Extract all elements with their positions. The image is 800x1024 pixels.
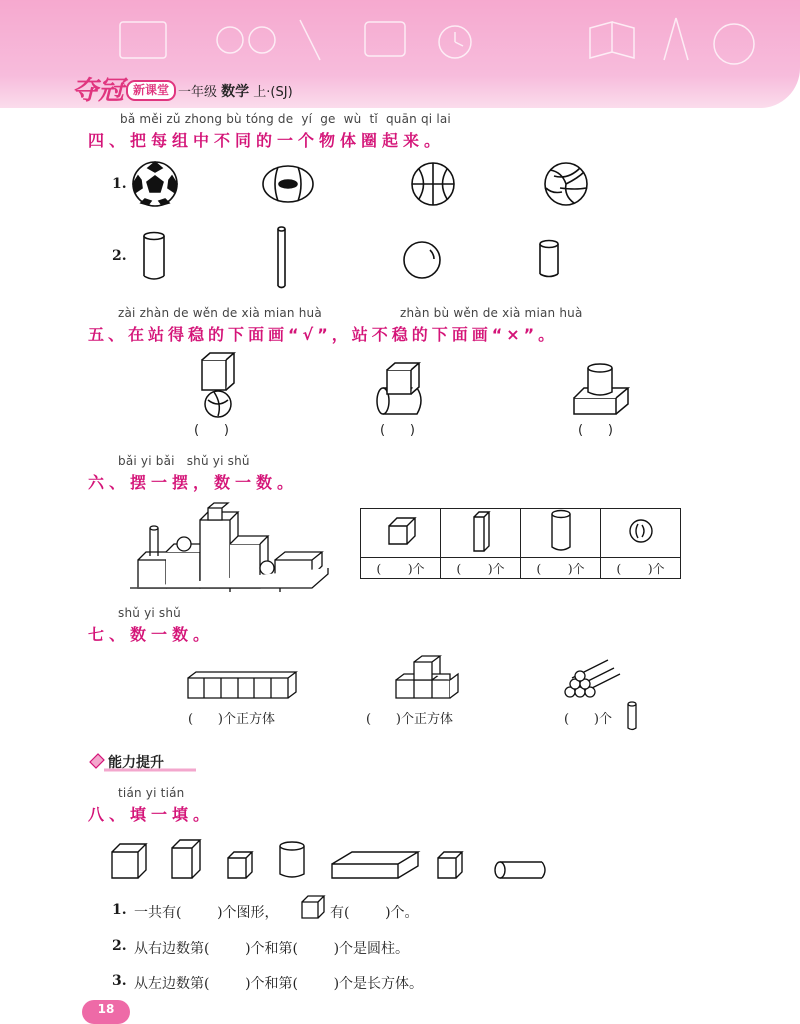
section5-title: 五、在站得稳的下面画“√”，站不稳的下面画“×”。 xyxy=(88,325,559,344)
section5-pinyin-b: zhàn bù wěn de xià mian huà xyxy=(400,306,583,320)
basketball-icon xyxy=(412,163,454,205)
caption-cube-pyramid[interactable]: ( )个正方体 xyxy=(366,712,453,727)
short-cylinder-icon xyxy=(540,241,558,277)
count-cell-cube xyxy=(361,509,441,558)
section7-title: 七、数一数。 xyxy=(88,625,215,644)
cylinder-icon xyxy=(280,842,304,877)
cube-icon xyxy=(385,516,417,546)
log-pile-icon xyxy=(565,660,620,697)
answer-blank-2[interactable]: ( ) xyxy=(380,423,415,438)
compass-icon xyxy=(664,18,688,60)
tall-cuboid-icon xyxy=(172,840,200,878)
small-cube-icon-2 xyxy=(438,852,462,878)
caption-cube-row[interactable]: ( )个正方体 xyxy=(188,712,275,727)
cube-on-ball-icon xyxy=(202,353,234,417)
count-blank-cube[interactable]: ( )个 xyxy=(361,558,441,579)
page-number: 18 xyxy=(82,1000,130,1024)
thin-cylinder-icon xyxy=(278,227,285,288)
count-cell-cylinder xyxy=(521,509,601,558)
pencil-icon xyxy=(300,20,320,60)
answer-blank-1[interactable]: ( ) xyxy=(194,423,229,438)
section8-pinyin: tián yi tián xyxy=(118,786,185,800)
cube-on-cylinder-icon xyxy=(377,363,421,414)
q1-text-b[interactable]: 有( )个。 xyxy=(330,905,419,921)
rugby-ball-icon xyxy=(263,166,313,202)
q2-text[interactable]: 从右边数第( )个和第( )个是圆柱。 xyxy=(134,941,410,957)
count-cell-sphere xyxy=(601,509,681,558)
volleyball-icon xyxy=(545,163,587,205)
section6-title: 六、摆一摆，数一数。 xyxy=(88,473,299,492)
cylinder-icon xyxy=(550,509,572,553)
lying-cylinder-icon xyxy=(495,862,545,878)
section5-figures xyxy=(180,350,640,424)
sphere-icon xyxy=(404,242,440,278)
q1-text-a[interactable]: 一共有( )个图形， xyxy=(134,905,279,921)
q3-text[interactable]: 从左边数第( )个和第( )个是长方体。 xyxy=(134,976,424,992)
bag-icon xyxy=(365,22,405,56)
row1-number: 1. xyxy=(112,176,127,192)
cube-inline-icon xyxy=(300,894,326,920)
grade-label: 一年级 数学 上·(SJ) xyxy=(178,84,293,100)
cube-icon xyxy=(112,844,146,878)
small-cube-icon xyxy=(228,852,252,878)
block-structure xyxy=(130,500,335,600)
open-book-icon xyxy=(590,22,634,58)
q2-number: 2. xyxy=(112,938,127,954)
soccer-ball-icon xyxy=(133,162,177,206)
section5-pinyin-a: zài zhàn de wěn de xià mian huà xyxy=(118,306,322,320)
cube-row-icon xyxy=(188,672,296,698)
cylinder-icon xyxy=(144,233,164,280)
globe-icon xyxy=(714,24,754,64)
cylinder-small-icon xyxy=(626,700,638,732)
pencil-icon xyxy=(88,752,198,772)
count-cell-cuboid xyxy=(441,509,521,558)
ability-label: 能力提升 xyxy=(108,755,164,771)
count-blank-cylinder[interactable]: ( )个 xyxy=(521,558,601,579)
count-blank-sphere[interactable]: ( )个 xyxy=(601,558,681,579)
cylinder-on-box-icon xyxy=(574,364,628,414)
ability-banner xyxy=(88,752,164,772)
section4-title: 四、把每组中不同的一个物体圈起来。 xyxy=(88,131,446,150)
section6-pinyin: bǎi yi bǎi shǔ yi shǔ xyxy=(118,454,250,468)
cube-pyramid-icon xyxy=(396,656,458,698)
q1-number: 1. xyxy=(112,902,127,918)
book-icon xyxy=(120,22,166,58)
section7-figures xyxy=(184,652,644,704)
q3-number: 3. xyxy=(112,973,127,989)
tall-cuboid-icon xyxy=(471,509,491,553)
flat-cuboid-icon xyxy=(332,852,418,878)
section8-shape-row xyxy=(108,838,558,882)
sphere-icon xyxy=(626,516,656,546)
row2-number: 2. xyxy=(112,248,127,264)
section7-pinyin: shǔ yi shǔ xyxy=(118,606,181,620)
caption-log-pile[interactable]: ( )个 xyxy=(564,712,612,727)
brand-logo: 夺冠 xyxy=(72,76,125,106)
section4-pinyin: bǎ měi zǔ zhong bù tóng de yí ge wù tǐ quān qi lai xyxy=(120,112,451,126)
section4-figures[interactable] xyxy=(130,158,610,298)
section8-title: 八、填一填。 xyxy=(88,805,215,824)
answer-blank-3[interactable]: ( ) xyxy=(578,423,613,438)
glasses-icon xyxy=(217,27,243,53)
brand-badge: 新课堂 xyxy=(126,80,176,101)
count-blank-cuboid[interactable]: ( )个 xyxy=(441,558,521,579)
count-table xyxy=(360,508,681,579)
